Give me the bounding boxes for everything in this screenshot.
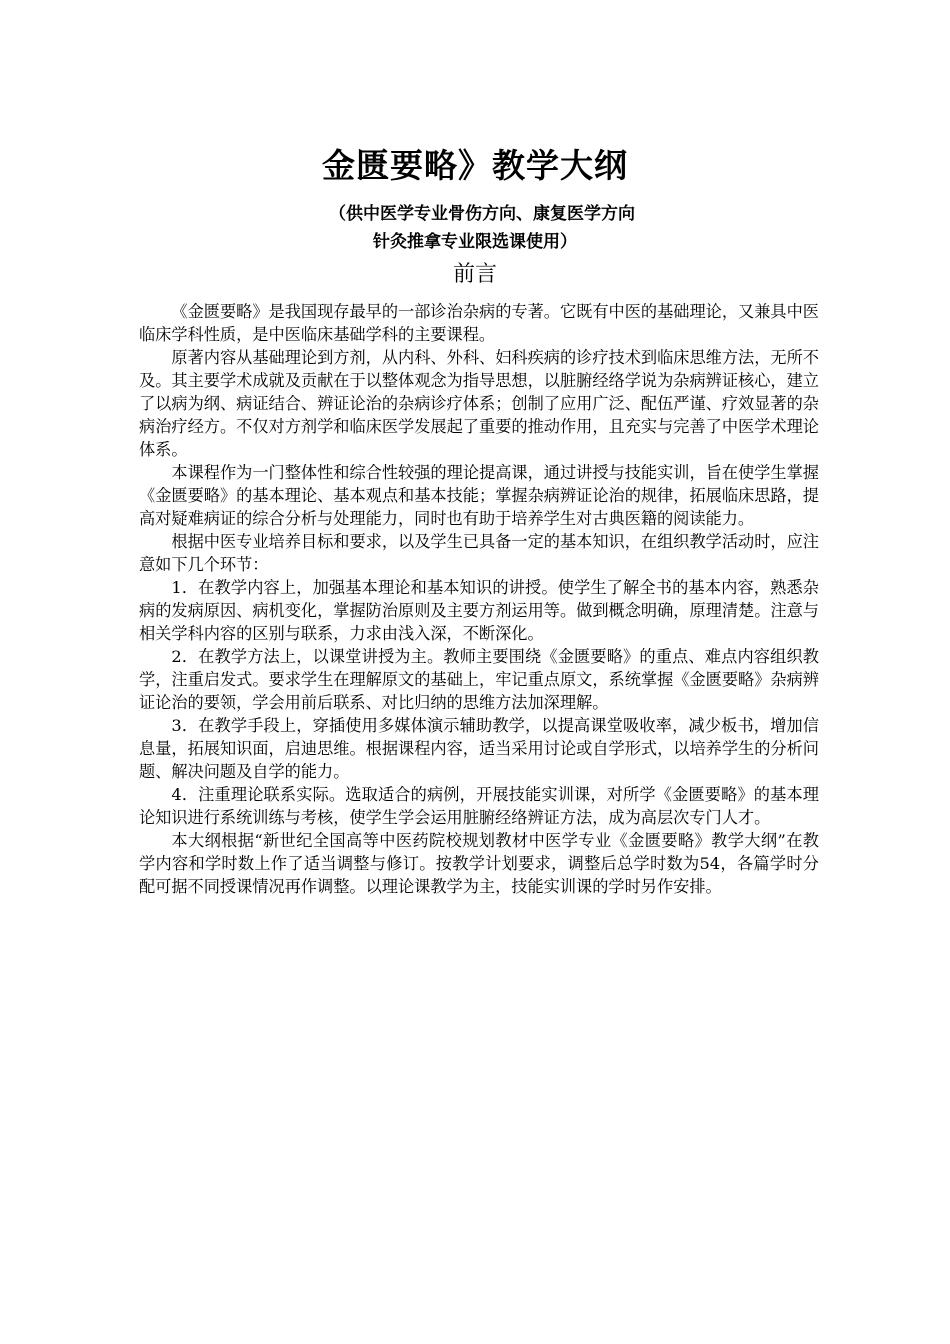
paragraph: 原著内容从基础理论到方剂，从内科、外科、妇科疾病的诊疗技术到临床思维方法，无所不及。其主要学术成就及贡献在于以整体观念为指导思想，以脏腑经络学说为杂病辨证核心，建立了以病为纲、病证结合、辨证论治的杂病诊疗体系；创制了应用广泛、配伍严谨、疗效显著的杂病治疗经方。不仅对方剂学和临床医学发展起了重要的推动作用，且充实与完善了中医学术理论体系。 — [139, 348, 819, 459]
paragraph: 本大纲根据“新世纪全国高等中医药院校规划教材中医学专业《金匮要略》教学大纲”在教学内容和学时数上作了适当调整与修订。按教学计划要求，调整后总学时数为54，各篇学时分配可据不同授课情况再作调整。以理论课教学为主，技能实训课的学时另作安排。 — [139, 831, 819, 896]
paragraph: 根据中医专业培养目标和要求，以及学生已具备一定的基本知识，在组织教学活动时，应注意如下几个环节： — [139, 532, 819, 574]
paragraph: 本课程作为一门整体性和综合性较强的理论提高课，通过讲授与技能实训，旨在使学生掌握《金匮要略》的基本理论、基本观点和基本技能；掌握杂病辨证论治的规律，拓展临床思路，提高对疑难病证的综合分析与处理能力，同时也有助于培养学生对古典医籍的阅读能力。 — [139, 463, 819, 528]
subtitle-line-1: （供中医学专业骨伤方向、康复医学方向 — [329, 204, 635, 224]
list-item-paragraph: 1．在教学内容上，加强基本理论和基本知识的讲授。使学生了解全书的基本内容，熟悉杂病的发病原因、病机变化，掌握防治原则及主要方剂运用等。做到概念明确，原理清楚。注意与相关学科内容的区别与联系，力求由浅入深，不断深化。 — [139, 578, 819, 643]
list-item-paragraph: 4．注重理论联系实际。选取适合的病例，开展技能实训课，对所学《金匮要略》的基本理论知识进行系统训练与考核，使学生学会运用脏腑经络辨证方法，成为高层次专门人才。 — [139, 785, 819, 827]
section-heading-preface: 前言 — [452, 262, 497, 287]
preface-body — [139, 300, 819, 898]
list-item-paragraph: 3．在教学手段上，穿插使用多媒体演示辅助教学，以提高课堂吸收率，减少板书，增加信息量，拓展知识面，启迪思维。根据课程内容，适当采用讨论或自学形式，以培养学生的分析问题、解决问题及自学的能力。 — [139, 716, 819, 781]
list-item-paragraph: 2．在教学方法上，以课堂讲授为主。教师主要围绕《金匮要略》的重点、难点内容组织教学，注重启发式。要求学生在理解原文的基础上，牢记重点原文，系统掌握《金匮要略》杂病辨证论治的要领，学会用前后联系、对比归纳的思维方法加深理解。 — [139, 647, 819, 712]
document-title: 金匮要略》教学大纲 — [322, 146, 628, 185]
subtitle-line-2: 针灸推拿专业限选课使用） — [373, 232, 577, 252]
paragraph: 《金匮要略》是我国现存最早的一部诊治杂病的专著。它既有中医的基础理论，又兼具中医临床学科性质，是中医临床基础学科的主要课程。 — [139, 302, 819, 344]
document-subtitle — [0, 200, 950, 256]
